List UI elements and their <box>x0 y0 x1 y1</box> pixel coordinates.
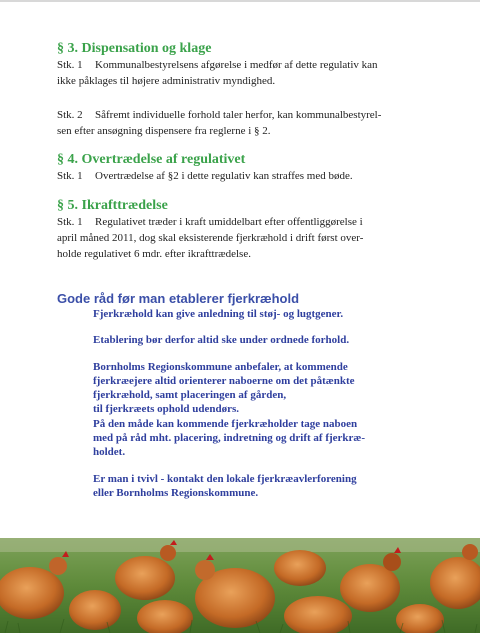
text-line: Såfremt individuelle forhold taler herfor, kan kommunalbestyrel- <box>95 109 382 121</box>
section-3 <box>57 40 457 139</box>
text-line: ikke påklages til højere administrativ myndighed. <box>57 75 276 87</box>
stk-label: Stk. 1 <box>57 170 83 182</box>
top-rule <box>0 0 480 2</box>
text-line: april måned 2011, dog skal eksisterende fjerkræhold i drift først over- <box>57 232 364 244</box>
text-line: Kommunalbestyrelsens afgørelse i medfør af dette regulativ kan <box>95 59 378 71</box>
text-line: Bornholms Regionskommune anbefaler, at kommende <box>93 360 348 373</box>
text-line: Etablering bør derfor altid ske under ordnede forhold. <box>93 334 350 347</box>
section-4 <box>57 151 457 184</box>
text-line: Fjerkræhold kan give anledning til støj- og lugtgener. <box>93 308 344 320</box>
text-line: holde regulativet 6 mdr. efter ikrafttrædelse. <box>57 248 251 260</box>
advice-block <box>93 472 457 501</box>
text-line: til fjerkræets ophold udendørs. <box>93 403 240 416</box>
hens-in-grass-photo <box>0 538 480 633</box>
text-line: På den måde kan kommende fjerkræholder tage naboen <box>93 417 358 430</box>
section-heading: § 3. Dispensation og klage <box>57 41 212 56</box>
section-paragraph <box>57 57 457 89</box>
text-line: Er man i tvivl - kontakt den lokale fjerkræavlerforening <box>93 472 357 485</box>
section-paragraph <box>57 168 457 184</box>
text-line: fjerkræejere altid orienterer naboerne om det påtænkte <box>93 374 355 387</box>
advice-block <box>93 360 457 460</box>
text-line: sen efter ansøgning dispensere fra reglerne i § 2. <box>57 125 271 137</box>
advice-title: Gode råd før man etablerer fjerkræhold <box>57 291 300 306</box>
stk-label: Stk. 1 <box>57 59 83 71</box>
text-line: eller Bornholms Regionskommune. <box>93 486 259 499</box>
section-paragraph <box>57 107 457 139</box>
advice-section <box>57 291 457 500</box>
text-line: holdet. <box>93 446 126 459</box>
text-line: fjerkræhold, samt placeringen af gården, <box>93 389 287 402</box>
stk-label: Stk. 1 <box>57 216 83 228</box>
text-line: Overtrædelse af §2 i dette regulativ kan straffes med bøde. <box>95 170 353 182</box>
section-heading: § 5. Ikrafttrædelse <box>57 198 168 213</box>
section-5 <box>57 197 457 262</box>
text-line: Regulativet træder i kraft umiddelbart efter offentliggørelse i <box>95 216 363 228</box>
stk-label: Stk. 2 <box>57 109 83 121</box>
advice-block <box>93 307 457 321</box>
text-line: med på råd mht. placering, indretning og drift af fjerkræ- <box>93 432 366 445</box>
advice-block <box>93 333 457 347</box>
section-heading: § 4. Overtrædelse af regulativet <box>57 152 246 167</box>
section-paragraph <box>57 214 457 262</box>
